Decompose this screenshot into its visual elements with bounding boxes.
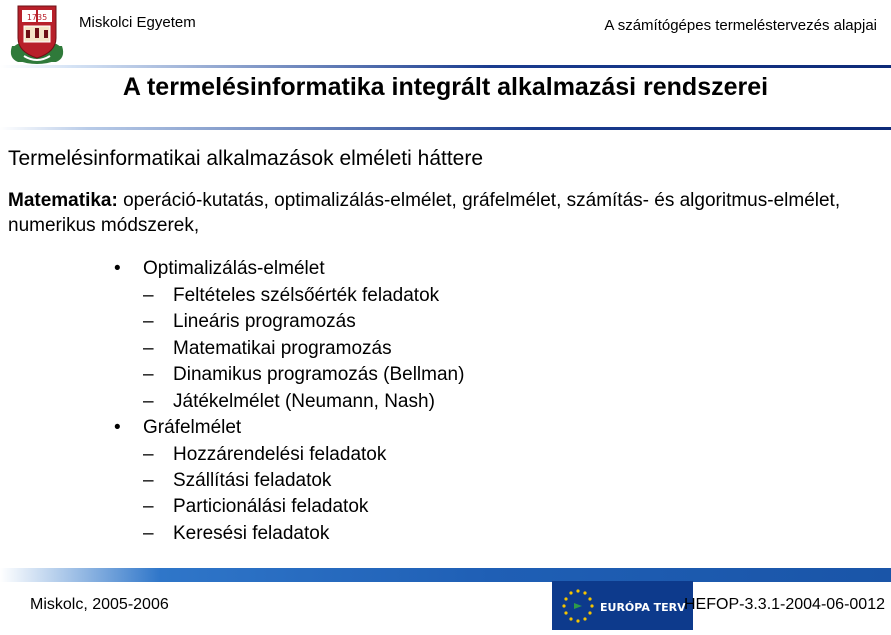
slide-subtitle: Termelésinformatikai alkalmazások elméleti háttere <box>8 147 484 170</box>
crest-year: 1735 <box>26 13 48 22</box>
dash-marker: – <box>143 338 154 359</box>
footer-bar <box>0 568 891 582</box>
bullet-label: Optimalizálás-elmélet <box>143 258 325 279</box>
title-divider <box>0 127 891 130</box>
sub-item-text: Feltételes szélsőérték feladatok <box>173 285 440 306</box>
dash-marker: – <box>143 311 154 332</box>
course-title: A számítógépes termeléstervezés alapjai <box>604 17 877 34</box>
sub-item-text: Lineáris programozás <box>173 311 356 332</box>
sub-item-text: Dinamikus programozás (Bellman) <box>173 364 465 385</box>
sub-item-text: Hozzárendelési feladatok <box>173 444 387 465</box>
sub-item-text: Matematikai programozás <box>173 338 392 359</box>
intro-label: Matematika: <box>8 190 118 211</box>
dash-marker: – <box>143 470 154 491</box>
header-divider <box>0 65 891 68</box>
sub-item-text: Keresési feladatok <box>173 523 330 544</box>
dash-marker: – <box>143 285 154 306</box>
dash-marker: – <box>143 364 154 385</box>
bullet-marker: • <box>114 258 121 279</box>
university-name: Miskolci Egyetem <box>79 14 196 31</box>
europa-terv-text: EURÓPA TERV <box>600 601 686 614</box>
footer-location-date: Miskolc, 2005-2006 <box>30 596 169 613</box>
bullet-label: Gráfelmélet <box>143 417 242 438</box>
dash-marker: – <box>143 444 154 465</box>
dash-marker: – <box>143 496 154 517</box>
bullet-marker: • <box>114 417 121 438</box>
slide-title: A termelésinformatika integrált alkalmazási rendszerei <box>122 73 769 101</box>
europa-terv-logo <box>552 581 693 630</box>
dash-marker: – <box>143 391 154 412</box>
sub-item-text: Particionálási feladatok <box>173 496 369 517</box>
sub-item-text: Szállítási feladatok <box>173 470 332 491</box>
intro-paragraph <box>8 188 868 238</box>
footer-project-code: HEFOP-3.3.1-2004-06-0012 <box>684 596 885 613</box>
sub-item-text: Játékelmélet (Neumann, Nash) <box>173 391 435 412</box>
intro-text: operáció-kutatás, optimalizálás-elmélet, gráfelmélet, számítás- és algoritmus-elmélet, numerikus módszerek, <box>8 190 841 236</box>
university-crest-logo <box>4 2 70 68</box>
dash-marker: – <box>143 523 154 544</box>
